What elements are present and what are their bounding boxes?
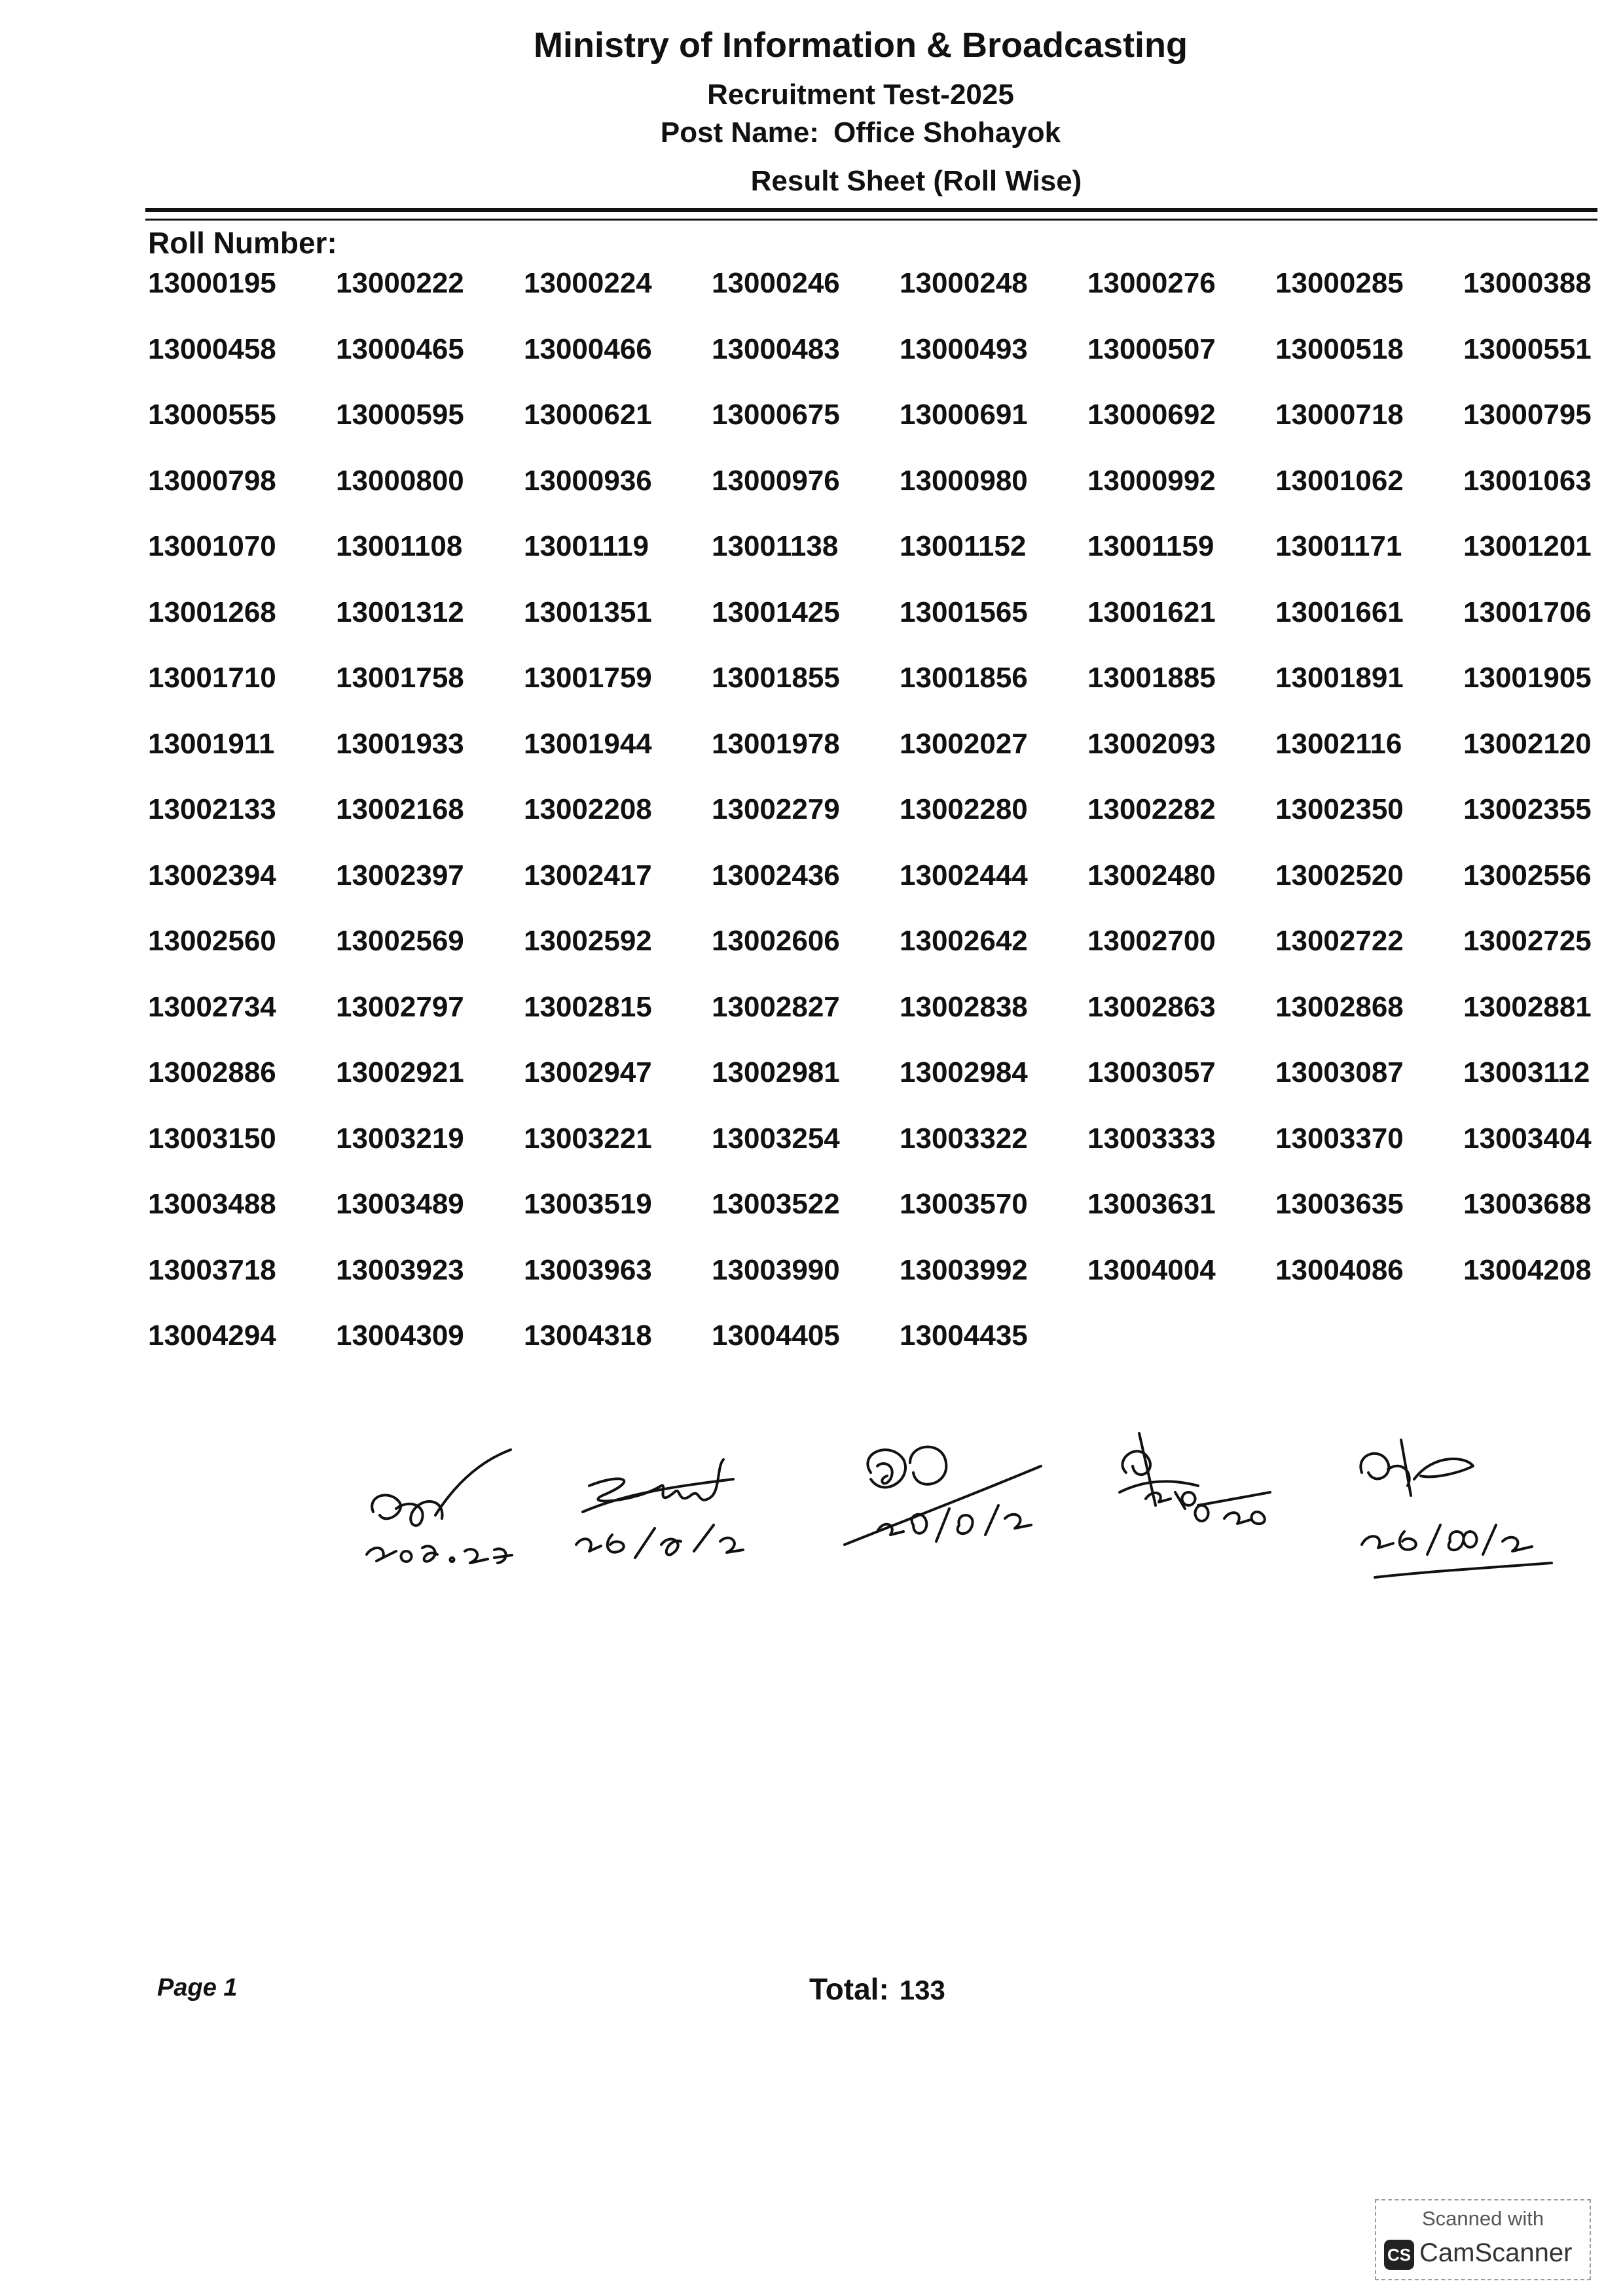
roll-number: 13002480 bbox=[1087, 859, 1216, 891]
roll-number: 13000507 bbox=[1087, 332, 1216, 365]
roll-number: 13003923 bbox=[336, 1253, 464, 1286]
roll-number: 13000595 bbox=[336, 399, 464, 431]
watermark-brand: CamScanner bbox=[1419, 2238, 1573, 2267]
roll-number: 13002947 bbox=[524, 1056, 652, 1088]
roll-number: 13001905 bbox=[1463, 662, 1592, 694]
roll-number: 13003519 bbox=[524, 1188, 652, 1220]
test-title: Recruitment Test-2025 bbox=[707, 79, 1014, 111]
roll-number: 13002606 bbox=[712, 925, 840, 957]
roll-number: 13001891 bbox=[1275, 662, 1404, 694]
roll-number: 13000718 bbox=[1275, 399, 1404, 431]
roll-number: 13002397 bbox=[336, 859, 464, 891]
roll-number: 13001201 bbox=[1463, 530, 1592, 562]
roll-number: 13001063 bbox=[1463, 464, 1592, 497]
total-label: Total: bbox=[809, 1972, 889, 2006]
roll-number: 13002355 bbox=[1463, 793, 1592, 825]
roll-number: 13001944 bbox=[524, 727, 652, 760]
roll-number: 13003087 bbox=[1275, 1056, 1404, 1088]
roll-number: 13003150 bbox=[148, 1122, 276, 1155]
roll-number: 13001759 bbox=[524, 662, 652, 694]
roll-number: 13000795 bbox=[1463, 399, 1592, 431]
camscanner-logo-icon: CS bbox=[1384, 2240, 1414, 2270]
roll-number: 13000555 bbox=[148, 399, 276, 431]
roll-number: 13002984 bbox=[900, 1056, 1028, 1088]
roll-number: 13002886 bbox=[148, 1056, 276, 1088]
roll-number: 13002120 bbox=[1463, 727, 1592, 760]
roll-number: 13003322 bbox=[900, 1122, 1028, 1155]
roll-number: 13000222 bbox=[336, 267, 464, 299]
roll-number: 13004208 bbox=[1463, 1253, 1592, 1286]
roll-number: 13002868 bbox=[1275, 990, 1404, 1023]
roll-number: 13002722 bbox=[1275, 925, 1404, 957]
roll-number: 13004004 bbox=[1087, 1253, 1216, 1286]
roll-number: 13001710 bbox=[148, 662, 276, 694]
roll-number: 13002863 bbox=[1087, 990, 1216, 1023]
roll-number: 13003488 bbox=[148, 1188, 276, 1220]
post-name-value: Office Shohayok bbox=[833, 117, 1061, 149]
roll-number: 13001138 bbox=[712, 530, 839, 562]
roll-number: 13003963 bbox=[524, 1253, 652, 1286]
roll-number: 13001661 bbox=[1275, 596, 1404, 628]
roll-number: 13000276 bbox=[1087, 267, 1216, 299]
roll-number: 13002556 bbox=[1463, 859, 1592, 891]
roll-number: 13003990 bbox=[712, 1253, 840, 1286]
roll-number: 13000493 bbox=[900, 332, 1028, 365]
roll-number: 13003219 bbox=[336, 1122, 464, 1155]
signature-5 bbox=[1342, 1414, 1584, 1597]
roll-number: 13001706 bbox=[1463, 596, 1592, 628]
total bbox=[809, 1971, 945, 2007]
roll-number: 13004294 bbox=[148, 1319, 276, 1352]
camscanner-watermark bbox=[1375, 2199, 1591, 2280]
roll-number: 13000224 bbox=[524, 267, 652, 299]
roll-number: 13000551 bbox=[1463, 332, 1592, 365]
roll-number: 13003718 bbox=[148, 1253, 276, 1286]
roll-number: 13003221 bbox=[524, 1122, 652, 1155]
roll-number: 13001621 bbox=[1087, 596, 1216, 628]
roll-number: 13000798 bbox=[148, 464, 276, 497]
sheet-title: Result Sheet (Roll Wise) bbox=[750, 165, 1082, 197]
roll-number: 13000285 bbox=[1275, 267, 1404, 299]
roll-number: 13003404 bbox=[1463, 1122, 1592, 1155]
roll-number: 13000195 bbox=[148, 267, 276, 299]
roll-number: 13001425 bbox=[712, 596, 840, 628]
total-value: 133 bbox=[899, 1975, 945, 2005]
roll-number: 13002116 bbox=[1275, 727, 1402, 760]
roll-number: 13004405 bbox=[712, 1319, 840, 1352]
roll-number: 13001152 bbox=[900, 530, 1027, 562]
roll-number: 13002815 bbox=[524, 990, 652, 1023]
roll-number: 13001171 bbox=[1275, 530, 1402, 562]
roll-number: 13002208 bbox=[524, 793, 652, 825]
roll-number: 13002592 bbox=[524, 925, 652, 957]
roll-number: 13001885 bbox=[1087, 662, 1216, 694]
roll-number: 13000458 bbox=[148, 332, 276, 365]
roll-number: 13002168 bbox=[336, 793, 464, 825]
post-name-label: Post Name: bbox=[660, 117, 819, 149]
roll-number: 13002981 bbox=[712, 1056, 840, 1088]
roll-number: 13000246 bbox=[712, 267, 840, 299]
roll-number: 13002350 bbox=[1275, 793, 1404, 825]
roll-number: 13001062 bbox=[1275, 464, 1404, 497]
roll-number: 13003489 bbox=[336, 1188, 464, 1220]
roll-number: 13002734 bbox=[148, 990, 276, 1023]
roll-number-grid bbox=[148, 267, 1608, 1386]
roll-number: 13002279 bbox=[712, 793, 840, 825]
roll-number: 13003992 bbox=[900, 1253, 1028, 1286]
roll-number: 13002569 bbox=[336, 925, 464, 957]
roll-number: 13001758 bbox=[336, 662, 464, 694]
roll-number: 13002093 bbox=[1087, 727, 1216, 760]
roll-number: 13003254 bbox=[712, 1122, 840, 1155]
roll-number: 13003112 bbox=[1463, 1056, 1590, 1088]
roll-number: 13002444 bbox=[900, 859, 1028, 891]
roll-number: 13000466 bbox=[524, 332, 652, 365]
signature-2 bbox=[563, 1446, 759, 1577]
roll-number: 13003688 bbox=[1463, 1188, 1592, 1220]
roll-number: 13001565 bbox=[900, 596, 1028, 628]
roll-number: 13003333 bbox=[1087, 1122, 1216, 1155]
signature-3 bbox=[831, 1427, 1067, 1577]
roll-number: 13002394 bbox=[148, 859, 276, 891]
roll-number: 13004086 bbox=[1275, 1253, 1404, 1286]
roll-number: 13003057 bbox=[1087, 1056, 1216, 1088]
roll-number: 13002827 bbox=[712, 990, 840, 1023]
ministry-title: Ministry of Information & Broadcasting bbox=[533, 26, 1188, 65]
roll-number: 13002282 bbox=[1087, 793, 1216, 825]
roll-number: 13003370 bbox=[1275, 1122, 1404, 1155]
roll-number: 13001119 bbox=[524, 530, 649, 562]
roll-number: 13001978 bbox=[712, 727, 840, 760]
roll-number: 13000936 bbox=[524, 464, 652, 497]
roll-number: 13001856 bbox=[900, 662, 1028, 694]
roll-number: 13002133 bbox=[148, 793, 276, 825]
roll-number: 13003635 bbox=[1275, 1188, 1404, 1220]
signature-1 bbox=[360, 1433, 556, 1584]
roll-number: 13001070 bbox=[148, 530, 276, 562]
header-rule-thick bbox=[145, 208, 1597, 212]
watermark-caption: Scanned with bbox=[1421, 2207, 1544, 2230]
roll-number: 13000621 bbox=[524, 399, 652, 431]
roll-number: 13000518 bbox=[1275, 332, 1404, 365]
roll-number: 13001911 bbox=[148, 727, 275, 760]
roll-number: 13001855 bbox=[712, 662, 840, 694]
post-name bbox=[0, 117, 1623, 149]
roll-number: 13000692 bbox=[1087, 399, 1216, 431]
roll-number: 13003570 bbox=[900, 1188, 1028, 1220]
roll-number: 13002881 bbox=[1463, 990, 1592, 1023]
roll-number: 13001268 bbox=[148, 596, 276, 628]
roll-number: 13002027 bbox=[900, 727, 1028, 760]
roll-number: 13002436 bbox=[712, 859, 840, 891]
roll-number: 13004435 bbox=[900, 1319, 1028, 1352]
roll-number: 13001351 bbox=[524, 596, 652, 628]
roll-number: 13002921 bbox=[336, 1056, 464, 1088]
roll-number: 13001312 bbox=[336, 596, 464, 628]
roll-number: 13002280 bbox=[900, 793, 1028, 825]
roll-number: 13000465 bbox=[336, 332, 464, 365]
roll-number: 13002642 bbox=[900, 925, 1028, 957]
roll-number: 13000800 bbox=[336, 464, 464, 497]
roll-number: 13000980 bbox=[900, 464, 1028, 497]
header-rule-thin bbox=[145, 219, 1597, 221]
roll-number-label: Roll Number: bbox=[148, 226, 337, 260]
roll-number: 13001159 bbox=[1087, 530, 1214, 562]
roll-number: 13002700 bbox=[1087, 925, 1216, 957]
roll-number: 13000976 bbox=[712, 464, 840, 497]
roll-number: 13002520 bbox=[1275, 859, 1404, 891]
roll-number: 13004309 bbox=[336, 1319, 464, 1352]
roll-number: 13003522 bbox=[712, 1188, 840, 1220]
signature-4 bbox=[1100, 1420, 1296, 1564]
roll-number: 13000675 bbox=[712, 399, 840, 431]
roll-number: 13000691 bbox=[900, 399, 1028, 431]
roll-number: 13002797 bbox=[336, 990, 464, 1023]
roll-number: 13003631 bbox=[1087, 1188, 1216, 1220]
roll-number: 13002417 bbox=[524, 859, 652, 891]
roll-number: 13000248 bbox=[900, 267, 1028, 299]
roll-number: 13002838 bbox=[900, 990, 1028, 1023]
roll-number: 13001108 bbox=[336, 530, 463, 562]
roll-number: 13000483 bbox=[712, 332, 840, 365]
roll-number: 13000388 bbox=[1463, 267, 1592, 299]
roll-number: 13002725 bbox=[1463, 925, 1592, 957]
page-number: Page 1 bbox=[157, 1974, 238, 2001]
roll-number: 13000992 bbox=[1087, 464, 1216, 497]
roll-number: 13004318 bbox=[524, 1319, 652, 1352]
roll-number: 13002560 bbox=[148, 925, 276, 957]
roll-number: 13001933 bbox=[336, 727, 464, 760]
